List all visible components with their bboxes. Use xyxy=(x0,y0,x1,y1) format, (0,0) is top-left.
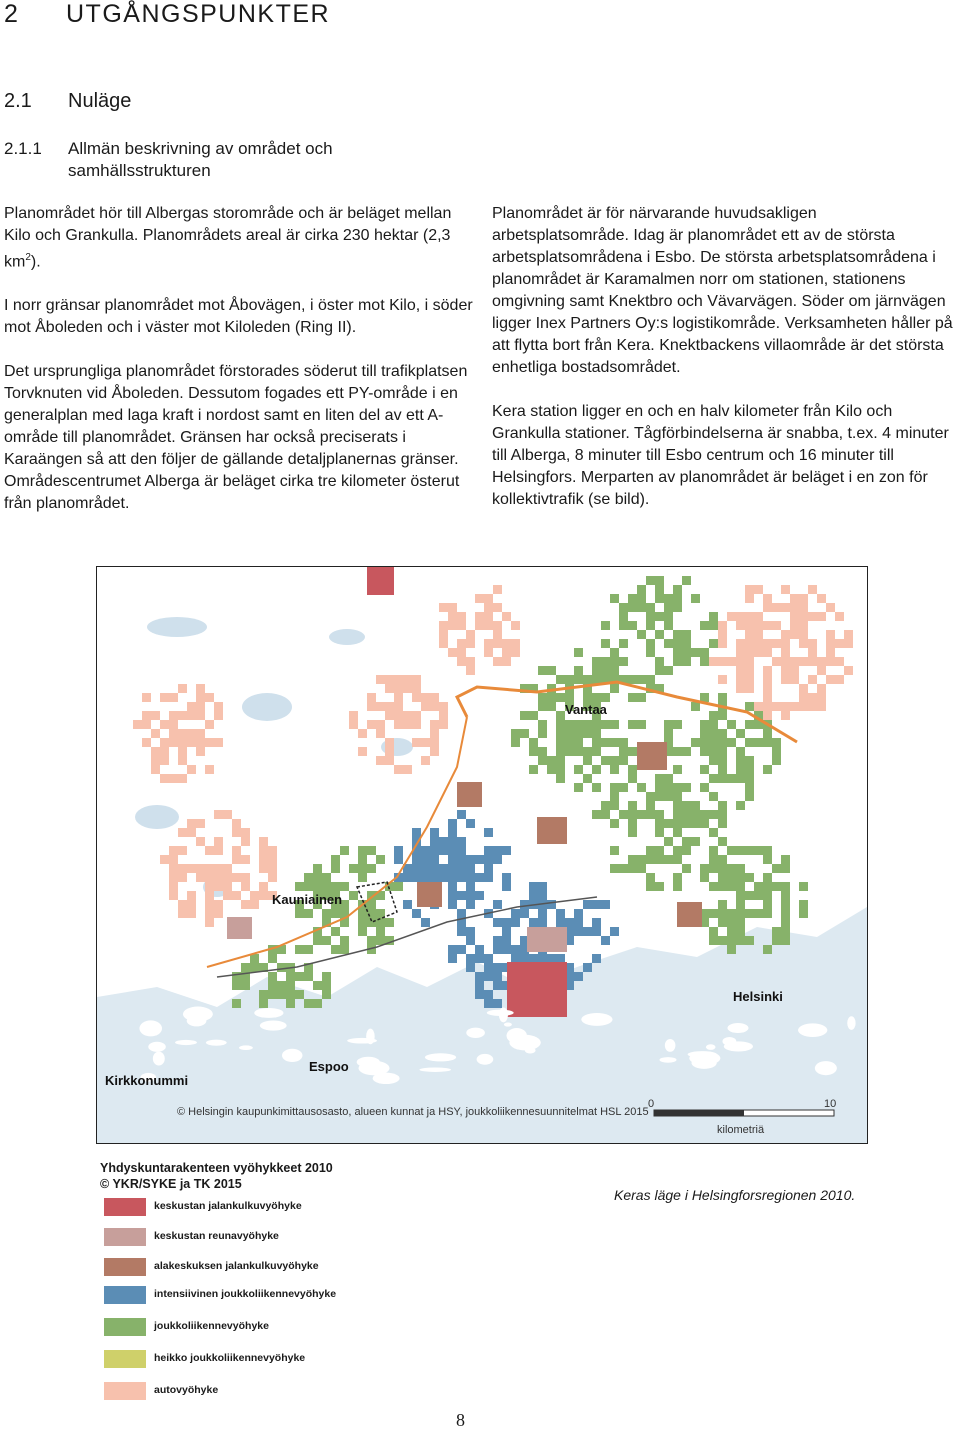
legend-copyright: © YKR/SYKE ja TK 2015 xyxy=(100,1177,242,1191)
scale-unit: kilometriä xyxy=(717,1124,765,1136)
section-heading xyxy=(4,90,131,113)
scale-end: 10 xyxy=(824,1098,837,1110)
paragraph-station: Kera station ligger en och en halv kilometer från Kilo och Grankulla stationer. Tågförbindelserna är snabba, t.ex. 4 minuter till Alberga, 8 minuter till Esbo centrum och 16 minuter till Helsingfors. Merparten av planområdet är beläget i en zon för kollektivtrafik (se bild). xyxy=(492,403,949,508)
legend-swatch xyxy=(104,1258,146,1276)
paragraph-workplace: Planområdet är för närvarande huvudsakligen arbetsplatsområde. Idag är planområdet ett av de största arbetsplatsområdena i Esbo. De största arbetsplatsområdena i planområdet är Karamalmen norr om stationen, stationens omgivning samt Knektbro och Vävarvägen. Söder om järnvägen ligger Inex Partners Oy:s logistikområde. Verksamheten håller på att flytta bort från Kera. Knektbackens villaområde är det största enhetliga bostadsområdet. xyxy=(492,205,953,376)
map-label-espoo: Espoo xyxy=(309,1059,349,1074)
section-number: 2.1 xyxy=(4,90,32,112)
legend-swatch xyxy=(104,1350,146,1368)
paragraph-area-end: ). xyxy=(30,253,41,271)
map-legend xyxy=(100,1160,360,1410)
legend-label: keskustan jalankulkuvyöhyke xyxy=(154,1200,302,1212)
paragraph-extension: Det ursprungliga planområdet förstorades söderut till trafikplatsen Torvknuten vid Åboleden. Dessutom fogades ett PY-område i en generalplan med laga kraft i nordost samt en liten del av ett A-område till planområdet. Gränsen har också preciserats i Karaängen så att den följer de gällande detaljplanernas gränser. Områdescentrumet Alberga är beläget cirka tre kilometer österut från planområdet. xyxy=(4,363,468,513)
chapter-number: 2 xyxy=(4,0,20,28)
legend-item xyxy=(104,1350,364,1370)
page-number: 8 xyxy=(456,1410,465,1430)
subsection-heading xyxy=(4,138,428,182)
map-label-kirkkonummi: Kirkkonummi xyxy=(105,1073,189,1088)
legend-label: keskustan reunavyöhyke xyxy=(154,1230,279,1242)
legend-swatch xyxy=(104,1382,146,1400)
chapter-title: UTGÅNGSPUNKTER xyxy=(66,0,331,28)
subsection-number: 2.1.1 xyxy=(4,139,42,158)
zone-map xyxy=(96,566,868,1144)
legend-item xyxy=(104,1286,364,1306)
legend-label: autovyöhyke xyxy=(154,1384,219,1396)
legend-swatch xyxy=(104,1228,146,1246)
legend-item xyxy=(104,1382,364,1402)
section-title: Nuläge xyxy=(68,90,132,112)
scale-start: 0 xyxy=(648,1098,655,1110)
map-label-vantaa: Vantaa xyxy=(565,702,607,717)
right-text-column xyxy=(492,203,958,533)
legend-title: Yhdyskuntarakenteen vyöhykkeet 2010 xyxy=(100,1161,333,1175)
map-credit: © Helsingin kaupunkimittausosasto, alueen kunnat ja HSY, joukkoliikennesuunnitelmat HSL 2015 xyxy=(177,1106,649,1118)
legend-label: joukkoliikennevyöhyke xyxy=(154,1320,269,1332)
chapter-heading xyxy=(4,0,330,29)
paragraph-area xyxy=(4,203,474,273)
legend-label: heikko joukkoliikennevyöhyke xyxy=(154,1352,306,1364)
subsection-title: Allmän beskrivning av området och samhällsstrukturen xyxy=(68,139,333,180)
legend-item xyxy=(104,1228,364,1248)
superscript: 2 xyxy=(25,252,31,263)
legend-label: alakeskuksen jalankulkuvyöhyke xyxy=(154,1260,319,1272)
paragraph-area-text: Planområdet hör till Albergas storområde och är beläget mellan Kilo och Grankulla. Planområdets areal är cirka 230 hektar (2,3 km xyxy=(4,205,452,271)
legend-swatch xyxy=(104,1286,146,1304)
figure-caption: Keras läge i Helsingforsregionen 2010. xyxy=(614,1187,856,1203)
map-label-helsinki: Helsinki xyxy=(733,989,783,1004)
map-graphic xyxy=(97,567,867,1143)
legend-swatch xyxy=(104,1198,146,1216)
legend-item xyxy=(104,1258,364,1278)
legend-label: intensiivinen joukkoliikennevyöhyke xyxy=(154,1288,337,1300)
legend-item xyxy=(104,1198,364,1218)
left-text-column xyxy=(4,203,474,537)
map-label-kauniainen: Kauniainen xyxy=(272,892,343,907)
legend-item xyxy=(104,1318,364,1338)
legend-swatch xyxy=(104,1318,146,1336)
paragraph-borders: I norr gränsar planområdet mot Åbovägen, i öster mot Kilo, i söder mot Åboleden och i väster mot Kiloleden (Ring II). xyxy=(4,297,473,337)
